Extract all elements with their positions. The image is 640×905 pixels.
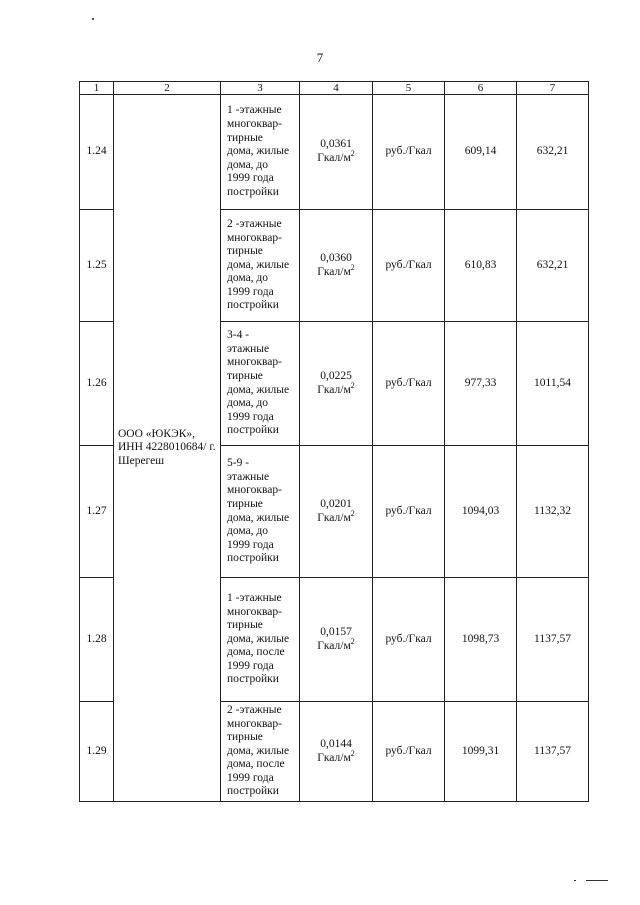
row-number: 1.28 (80, 578, 114, 702)
value-7-cell: 1011,54 (517, 322, 589, 446)
norm-value: 0,0361 (320, 138, 352, 151)
row-number: 1.25 (80, 210, 114, 322)
norm-cell (300, 446, 373, 578)
value-7-cell: 632,21 (517, 210, 589, 322)
row-number: 1.26 (80, 322, 114, 446)
unit-superscript: 2 (350, 508, 355, 518)
value-7-cell: 632,21 (517, 95, 589, 210)
header-cell-4: 4 (300, 82, 373, 95)
norm-cell (300, 702, 373, 802)
header-cell-3: 3 (221, 82, 300, 95)
unit-superscript: 2 (350, 380, 355, 390)
header-cell-2: 2 (114, 82, 221, 95)
norm-value: 0,0201 (320, 497, 352, 510)
unit-cell: руб./Гкал (373, 322, 445, 446)
housing-description: 1 -этажные многоквар- тирные дома, жилые дома, после 1999 года постройки (221, 578, 300, 702)
unit-cell: руб./Гкал (373, 95, 445, 210)
value-7-cell: 1137,57 (517, 702, 589, 802)
unit-cell: руб./Гкал (373, 446, 445, 578)
table-row (80, 95, 589, 210)
scan-speck (92, 18, 94, 20)
footer-mark-line (586, 880, 608, 881)
housing-description: 2 -этажные многоквар- тирные дома, жилые дома, до 1999 года постройки (221, 210, 300, 322)
norm-unit: Гкал/м (317, 511, 351, 524)
norm-unit: Гкал/м (317, 639, 351, 652)
row-number: 1.29 (80, 702, 114, 802)
value-6-cell: 610,83 (445, 210, 517, 322)
footer-mark-dot (574, 880, 576, 881)
norm-cell (300, 95, 373, 210)
housing-description: 3-4 - этажные многоквар- тирные дома, жилые дома, до 1999 года постройки (221, 322, 300, 446)
housing-description: 5-9 - этажные многоквар- тирные дома, жилые дома, до 1999 года постройки (221, 446, 300, 578)
unit-cell: руб./Гкал (373, 210, 445, 322)
norm-value: 0,0225 (320, 369, 352, 382)
norm-value: 0,0360 (320, 251, 352, 264)
housing-description: 1 -этажные многоквар- тирные дома, жилые дома, до 1999 года постройки (221, 95, 300, 210)
norm-value: 0,0157 (320, 625, 352, 638)
norm-unit: Гкал/м (317, 265, 351, 278)
row-number: 1.27 (80, 446, 114, 578)
norm-cell (300, 578, 373, 702)
value-6-cell: 977,33 (445, 322, 517, 446)
value-7-cell: 1137,57 (517, 578, 589, 702)
unit-cell: руб./Гкал (373, 578, 445, 702)
header-row (80, 82, 589, 95)
norm-unit: Гкал/м (317, 751, 351, 764)
header-cell-1: 1 (80, 82, 114, 95)
value-6-cell: 1099,31 (445, 702, 517, 802)
organization-cell: ООО «ЮКЭК», ИНН 4228010684/ г. Шерегеш (114, 95, 221, 802)
unit-superscript: 2 (350, 748, 355, 758)
page-number: 7 (316, 50, 324, 65)
tariff-table (79, 81, 589, 802)
norm-value: 0,0144 (320, 737, 352, 750)
unit-cell: руб./Гкал (373, 702, 445, 802)
housing-description: 2 -этажные многоквар- тирные дома, жилые дома, после 1999 года постройки (221, 702, 300, 802)
norm-cell (300, 322, 373, 446)
value-7-cell: 1132,32 (517, 446, 589, 578)
row-number: 1.24 (80, 95, 114, 210)
norm-cell (300, 210, 373, 322)
header-cell-5: 5 (373, 82, 445, 95)
value-6-cell: 609,14 (445, 95, 517, 210)
unit-superscript: 2 (350, 262, 355, 272)
value-6-cell: 1098,73 (445, 578, 517, 702)
unit-superscript: 2 (350, 149, 355, 159)
norm-unit: Гкал/м (317, 152, 351, 164)
header-cell-6: 6 (445, 82, 517, 95)
header-cell-7: 7 (517, 82, 589, 95)
norm-unit: Гкал/м (317, 383, 351, 396)
unit-superscript: 2 (350, 636, 355, 646)
value-6-cell: 1094,03 (445, 446, 517, 578)
